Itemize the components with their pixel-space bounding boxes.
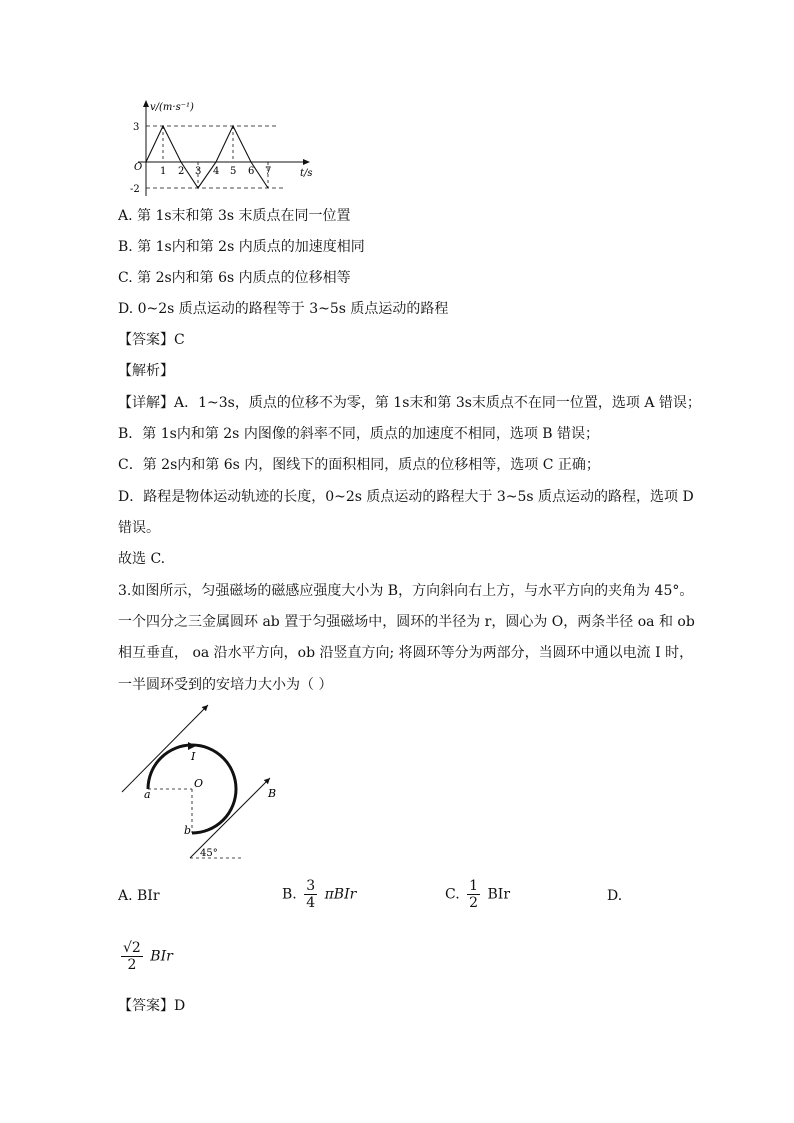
q2-analysis-b: B．第 1s内和第 2s 内图像的斜率不同，质点的加速度不相同，选项 B 错误；: [118, 426, 600, 442]
origin-label: O: [134, 162, 143, 173]
x-tick-6: 6: [248, 166, 255, 177]
center-label: O: [194, 777, 204, 790]
q2-analysis-a: 【详解】A．1~3s，质点的位移不为零，第 1s末和第 3s末质点不在同一位置，选项 A 错误；: [118, 395, 701, 411]
q3-option-b-num: 3: [306, 878, 316, 894]
q3-stem-line4: 一半圆环受到的安培力大小为（ ）: [118, 677, 333, 693]
ring-figure: [118, 700, 288, 866]
q3-option-b-text: πBIr: [324, 886, 357, 903]
q3-option-a-text: BIr: [137, 888, 160, 904]
point-b-label: b: [184, 824, 192, 837]
x-tick-4: 4: [213, 166, 220, 177]
x-axis-label: t/s: [300, 168, 313, 179]
q3-option-b-label: B.: [282, 886, 297, 903]
y-tick-3: 3: [133, 122, 140, 133]
y-axis-arrow: [143, 100, 149, 107]
q2-conclusion: 故选 C.: [118, 551, 166, 567]
field-label: B: [268, 787, 277, 800]
q2-option-c: C. 第 2s内和第 6s 内质点的位移相等: [118, 270, 351, 286]
q3-option-d-label: D.: [607, 888, 623, 904]
point-a-label: a: [144, 788, 151, 801]
q3-option-b: [282, 878, 356, 911]
x-tick-7: 7: [265, 166, 272, 177]
current-arrow: [188, 742, 196, 750]
q3-option-c-den: 2: [469, 895, 479, 911]
x-tick-2: 2: [178, 166, 185, 177]
x-tick-3: 3: [195, 166, 202, 177]
q3-option-c-fraction: [467, 878, 480, 911]
angle-label: 45°: [200, 848, 218, 859]
q2-analysis-d: D．路程是物体运动轨迹的长度，0~2s 质点运动的路程大于 3~5s 质点运动的路程，选项 D: [118, 489, 694, 505]
q2-option-d: D. 0~2s 质点运动的路程等于 3~5s 质点运动的路程: [118, 301, 449, 317]
q3-option-c-label: C.: [445, 886, 460, 903]
q3-option-a: [118, 888, 160, 904]
field-line-lower: [190, 778, 270, 858]
q3-answer: 【答案】D: [118, 998, 186, 1014]
x-axis-arrow: [303, 159, 310, 165]
q3-option-b-fraction: [304, 878, 317, 911]
q2-option-a: A. 第 1s末和第 3s 末质点在同一位置: [118, 208, 351, 224]
q3-stem-line1: 3.如图所示，匀强磁场的磁感应强度大小为 B，方向斜向右上方，与水平方向的夹角为 45°。: [118, 583, 694, 599]
y-axis-label: v/(m·s⁻¹): [150, 102, 194, 113]
x-tick-1: 1: [160, 166, 167, 177]
current-label: I: [191, 750, 196, 763]
q2-analysis-d-cont: 错误。: [118, 520, 160, 536]
q3-option-c: [445, 878, 510, 911]
q3-option-d-label-wrap: [607, 888, 622, 904]
q3-option-b-den: 4: [306, 895, 316, 911]
q3-stem-line3: 相互垂直， oa 沿水平方向，ob 沿竖直方向; 将圆环等分为两部分，当圆环中通以电流 I 时，: [118, 645, 694, 661]
q3-option-d: [118, 940, 173, 973]
q2-analysis-title: 【解析】: [118, 363, 174, 379]
q3-option-d-den: 2: [127, 957, 137, 973]
y-tick-neg2: -2: [130, 184, 140, 195]
q3-option-c-num: 1: [469, 878, 479, 894]
q3-stem-line2: 一个四分之三金属圆环 ab 置于匀强磁场中，圆环的半径为 r，圆心为 O，两条半径 oa 和 ob: [118, 614, 695, 630]
vt-graph: [128, 96, 328, 200]
q2-analysis-c: C．第 2s内和第 6s 内，图线下的面积相同，质点的位移相等，选项 C 正确；: [118, 457, 600, 473]
q2-answer: 【答案】C: [118, 332, 185, 348]
q3-option-d-fraction: [121, 940, 143, 973]
q3-option-d-text: BIr: [150, 948, 173, 965]
q3-option-d-num: √2: [123, 940, 141, 956]
q2-option-b: B. 第 1s内和第 2s 内质点的加速度相同: [118, 239, 365, 255]
x-tick-5: 5: [230, 166, 237, 177]
q3-option-a-label: A.: [118, 888, 133, 904]
q3-option-c-text: BIr: [487, 886, 511, 903]
vt-curve: [146, 126, 268, 188]
